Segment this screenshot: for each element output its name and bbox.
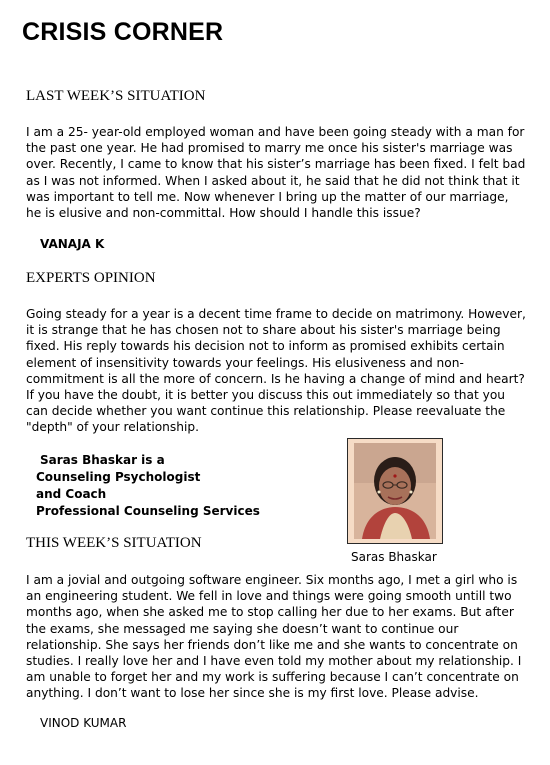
this-week-heading: THIS WEEK’S SITUATION — [26, 535, 202, 551]
last-week-signature: VANAJA K — [40, 237, 105, 251]
photo-caption: Saras Bhaskar — [351, 550, 437, 564]
this-week-signature: VINOD KUMAR — [40, 716, 127, 730]
experts-opinion-heading: EXPERTS OPINION — [26, 270, 156, 286]
page-title: CRISIS CORNER — [22, 18, 224, 46]
last-week-heading: LAST WEEK’S SITUATION — [26, 88, 206, 104]
author-line: Professional Counseling Services — [36, 504, 260, 518]
portrait-illustration — [354, 443, 436, 539]
author-line: Counseling Psychologist — [36, 470, 201, 484]
author-photo — [347, 438, 443, 544]
this-week-text: I am a jovial and outgoing software engineer. Six months ago, I met a girl who is an engineering student. We fell in love and things were going smooth untill two months ago, when she asked me to stop calling her due to her exams. But after the exams, she messaged me saying she doesn’t want to continue our relationship. She says her friends don’t like me and she wants to concentrate on studies. I really love her and I have even told my mother about my relationship. I am unable to forget her and my work is suffering because I can’t concentrate on anything. I don’t want to lose her since she is my first love. Please advise. — [26, 573, 522, 701]
last-week-text: I am a 25- year-old employed woman and have been going steady with a man for the past one year. He had promised to marry me once his sister's marriage was over. Recently, I came to know that his sister’s marriage has been fixed. I felt bad as I was not informed. When I asked about it, he said that he did not think that it was important to tell me. Now whenever I bring up the matter of our marriage, he is elusive and non-committal. How should I handle this issue? — [26, 125, 526, 221]
author-line: and Coach — [36, 487, 107, 501]
author-line: Saras Bhaskar is a — [40, 453, 165, 467]
author-credentials — [36, 452, 260, 520]
experts-opinion-text: Going steady for a year is a decent time frame to decide on matrimony. However, it is strange that he has chosen not to share about his sister's marriage being fixed. His reply towards his decision not to inform as promised exhibits certain element of insensitivity towards your feelings. His elusiveness and non-commitment is all the more of concern. Is he having a change of mind and heart? If you have the doubt, it is better you discuss this out immediately so that you can decide whether you want continue this relationship. Please reevaluate the "depth" of your relationship. — [26, 307, 526, 435]
